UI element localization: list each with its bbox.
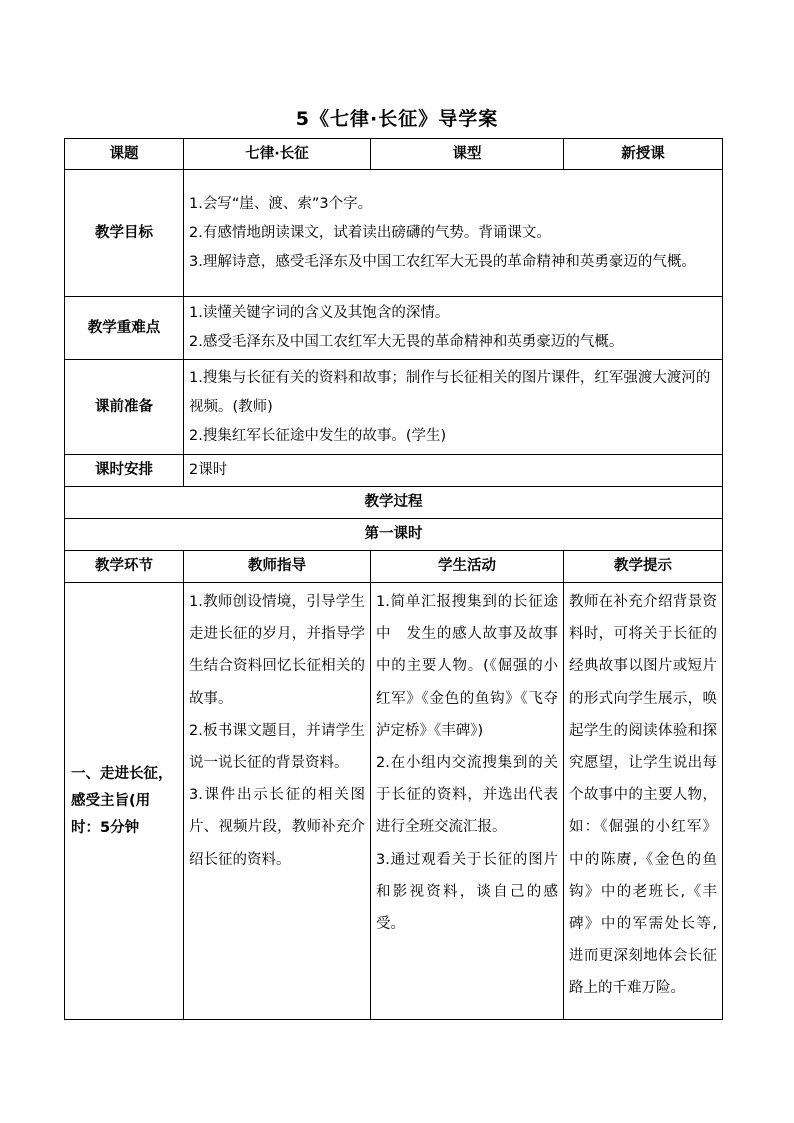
stage1-name: 一、走进长征，感受主旨(用时：5分钟 xyxy=(65,583,184,1020)
column-header-student: 学生活动 xyxy=(371,551,564,583)
process-title-row xyxy=(65,487,723,519)
schedule-label: 课时安排 xyxy=(65,455,184,487)
student-step: 2.在小组内交流搜集到的关于长征的资料，并选出代表进行全班交流汇报。 xyxy=(376,755,558,836)
stage1-student xyxy=(371,583,564,1020)
preparation-item: 2.搜集红军长征途中发生的故事。(学生) xyxy=(189,427,447,444)
lesson-title: 第一课时 xyxy=(65,519,723,551)
key-points-content xyxy=(184,297,723,360)
process-title: 教学过程 xyxy=(65,487,723,519)
tip-text: 教师在补充介绍背景资料时，可将关于长征的经典故事以图片或短片的形式向学生展示，唤起学生的阅读体验和探究愿望，让学生说出每个故事中的主要人物，如：《倔强的小红军》中的陈赓,《金色的鱼钩》中的老班长,《丰碑》中的军需处长等,进而更深刻地体会长征路上的千难万险。 xyxy=(569,594,717,997)
objectives-label: 教学目标 xyxy=(65,170,184,297)
header-row xyxy=(65,139,723,170)
preparation-label: 课前准备 xyxy=(65,360,184,455)
objective-item: 3.理解诗意，感受毛泽东及中国工农红军大无畏的革命精神和英勇豪迈的气概。 xyxy=(189,253,696,270)
student-step: 3.通过观看关于长征的图片和影视资料，谈自己的感受。 xyxy=(376,851,558,933)
schedule-value: 2课时 xyxy=(184,455,723,487)
objective-item: 1.会写“崖、渡、索”3个字。 xyxy=(189,195,373,212)
page-title: 5《七律·长征》导学案 xyxy=(295,108,499,130)
student-step: 1.简单汇报搜集到的长征途中 发生的感人故事及故事中的主要人物。(《倔强的小红军》《金色的鱼钩》《飞夺泸定桥》《丰碑》) xyxy=(376,594,558,739)
column-header-teacher: 教师指导 xyxy=(184,551,371,583)
teacher-step: 1.教师创设情境，引导学生走进长征的岁月，并指导学生结合资料回忆长征相关的故事。 xyxy=(189,594,365,707)
objectives-row xyxy=(65,170,723,297)
column-header-stage: 教学环节 xyxy=(65,551,184,583)
preparation-item: 1.搜集与长征有关的资料和故事；制作与长征相关的图片课件，红军强渡大渡河的视频。(教师) xyxy=(189,369,711,415)
objectives-content xyxy=(184,170,723,297)
preparation-row xyxy=(65,360,723,455)
key-point-item: 2.感受毛泽东及中国工农红军大无畏的革命精神和英勇豪迈的气概。 xyxy=(189,334,624,350)
preparation-content xyxy=(184,360,723,455)
header-cell-type-label: 课型 xyxy=(371,139,564,170)
key-points-label: 教学重难点 xyxy=(65,297,184,360)
stage1-tip xyxy=(564,583,723,1020)
column-header-tip: 教学提示 xyxy=(564,551,723,583)
lesson-plan-table xyxy=(64,138,723,1020)
teacher-step: 2.板书课文题目，并请学生说一说长征的背景资料。 xyxy=(189,722,365,772)
stage1-teacher xyxy=(184,583,371,1020)
teacher-step: 3.课件出示长征的相关图片、视频片段，教师补充介绍长征的资料。 xyxy=(189,787,365,868)
key-points-row xyxy=(65,297,723,360)
lesson-title-row xyxy=(65,519,723,551)
schedule-row xyxy=(65,455,723,487)
header-cell-topic-value: 七律·长征 xyxy=(184,139,371,170)
key-point-item: 1.读懂关键字词的含义及其饱含的深情。 xyxy=(189,305,450,321)
objective-item: 2.有感情地朗读课文，试着读出磅礴的气势。背诵课文。 xyxy=(189,224,551,241)
columns-row xyxy=(65,551,723,583)
stage1-row xyxy=(65,583,723,1020)
header-cell-topic-label: 课题 xyxy=(65,139,184,170)
header-cell-type-value: 新授课 xyxy=(564,139,723,170)
